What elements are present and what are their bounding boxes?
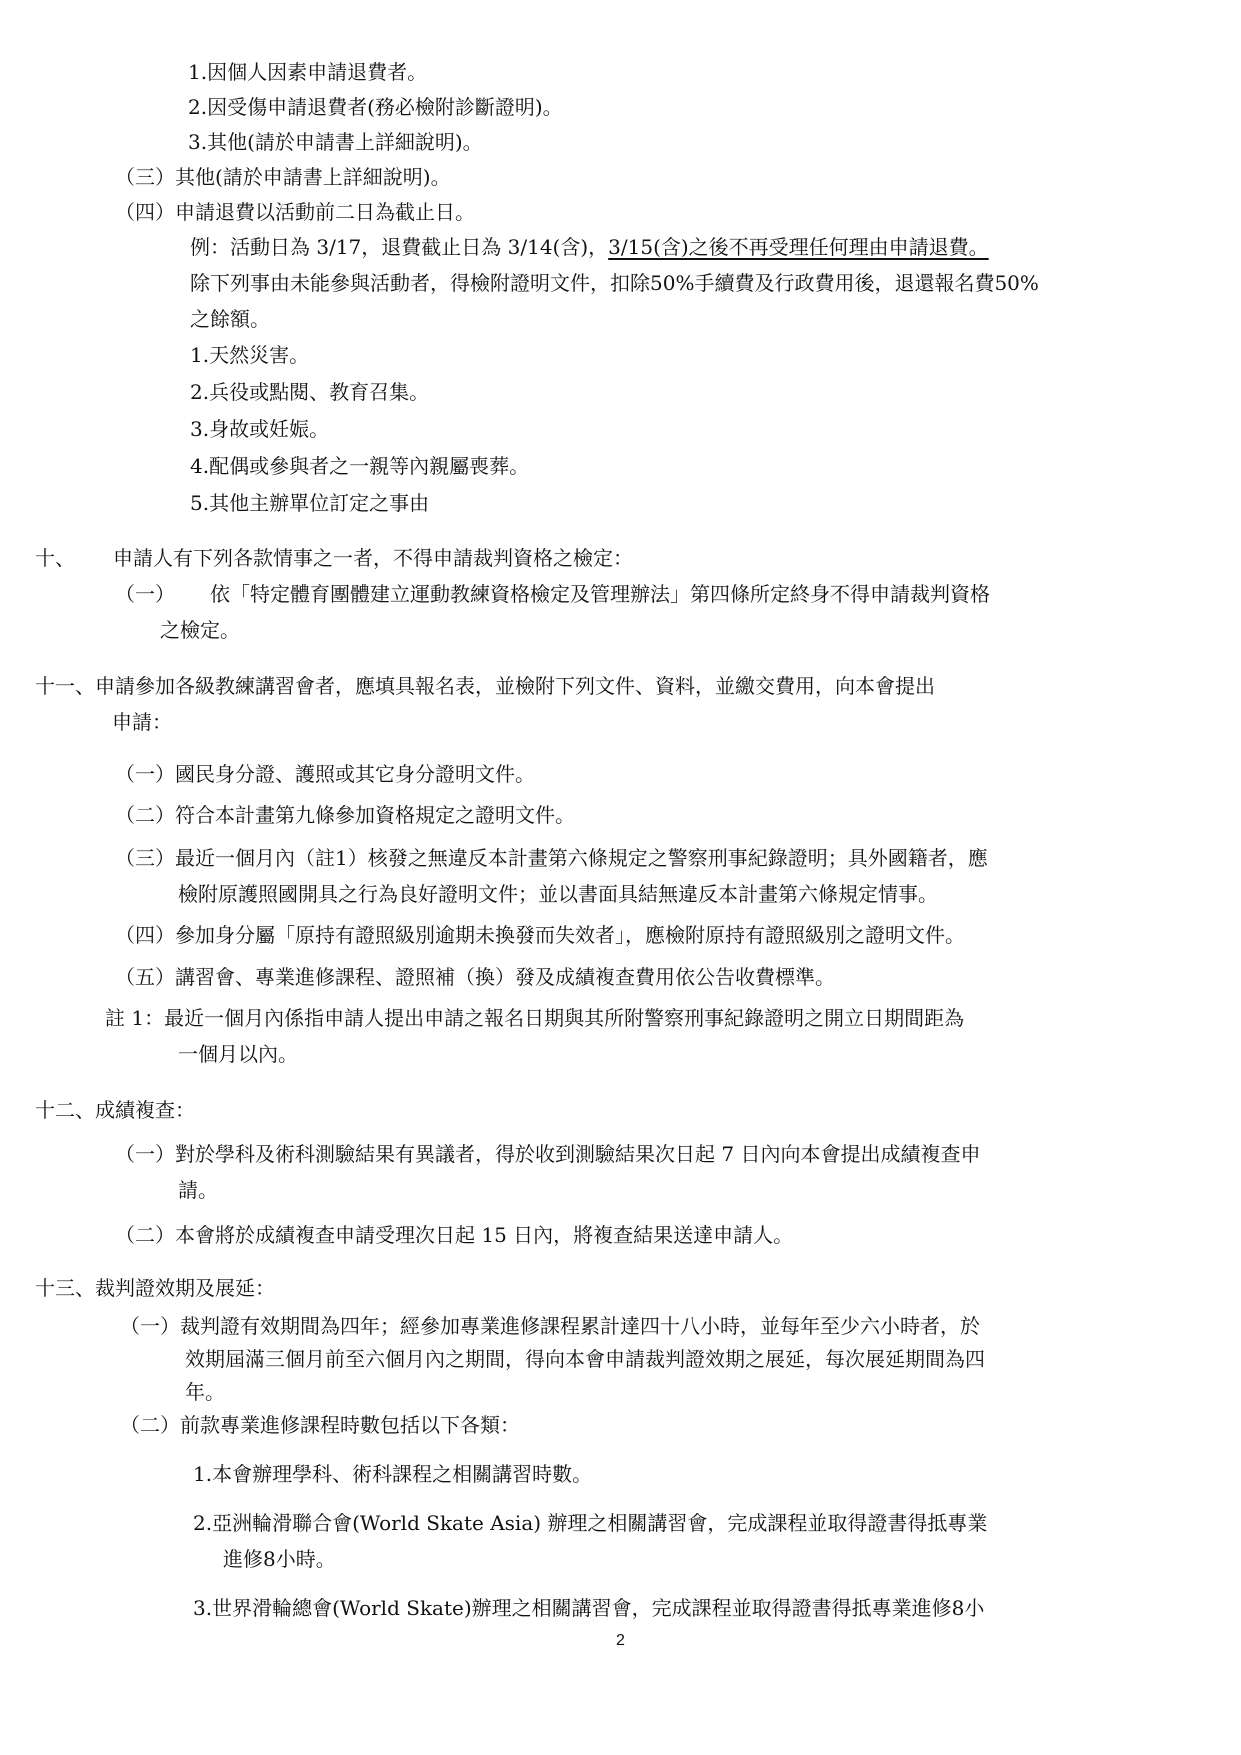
exception-paragraph-cont: 之餘額。 xyxy=(190,307,270,331)
section-13-heading: 十三、裁判證效期及展延： xyxy=(35,1276,275,1300)
section-11-item-5: （五）講習會、專業進修課程、證照補（換）發及成績複查費用依公告收費標準。 xyxy=(115,965,835,989)
course-type-1: 1.本會辦理學科、術科課程之相關講習時數。 xyxy=(193,1462,593,1486)
refund-reason-2: 2.因受傷申請退費者(務必檢附診斷證明)。 xyxy=(188,95,563,119)
deadline-example xyxy=(190,234,989,260)
section-10-heading: 申請人有下列各款情事之一者，不得申請裁判資格之檢定： xyxy=(113,546,633,570)
section-12-item-2: （二）本會將於成績複查申請受理次日起 15 日內，將複查結果送達申請人。 xyxy=(115,1223,794,1247)
item-3-other: （三）其他(請於申請書上詳細說明)。 xyxy=(115,165,451,189)
exception-3: 3.身故或妊娠。 xyxy=(190,417,330,441)
section-13-item-1-cont2: 年。 xyxy=(185,1380,225,1404)
section-13-item-1: （一）裁判證有效期間為四年；經參加專業進修課程累計達四十八小時，並每年至少六小時者，於 xyxy=(120,1314,980,1338)
refund-reason-1: 1.因個人因素申請退費者。 xyxy=(188,60,428,84)
section-11-item-3-cont: 檢附原護照國開具之行為良好證明文件；並以書面具結無違反本計畫第六條規定情事。 xyxy=(178,882,938,906)
course-type-2: 2.亞洲輪滑聯合會(World Skate Asia) 辦理之相關講習會，完成課程並取得證書得抵專業 xyxy=(193,1511,988,1535)
section-11-item-4: （四）參加身分屬「原持有證照級別逾期未換發而失效者」，應檢附原持有證照級別之證明文件。 xyxy=(115,923,965,947)
exception-5: 5.其他主辦單位訂定之事由 xyxy=(190,491,430,515)
exception-4: 4.配偶或參與者之一親等內親屬喪葬。 xyxy=(190,454,530,478)
section-12-heading: 十二、成績複查： xyxy=(35,1098,195,1122)
section-10-number: 十、 xyxy=(35,546,75,570)
refund-reason-3: 3.其他(請於申請書上詳細說明)。 xyxy=(188,130,483,154)
section-12-item-1: （一）對於學科及術科測驗結果有異議者，得於收到測驗結果次日起 7 日內向本會提出成績複查申 xyxy=(115,1142,981,1166)
section-10-item-1-label: （一） xyxy=(115,582,175,606)
example-text: 例：活動日為 3/17，退費截止日為 3/14(含)， xyxy=(190,235,609,259)
section-11-heading-cont: 申請： xyxy=(112,710,172,734)
exception-paragraph: 除下列事由未能參與活動者，得檢附證明文件，扣除50%手續費及行政費用後，退還報名費50% xyxy=(190,271,1039,295)
section-11-item-3: （三）最近一個月內（註1）核發之無違反本計畫第六條規定之警察刑事紀錄證明；具外國籍者，應 xyxy=(115,846,988,870)
note-1-cont: 一個月以內。 xyxy=(178,1042,298,1066)
section-13-item-1-cont: 效期屆滿三個月前至六個月內之期間，得向本會申請裁判證效期之展延，每次展延期間為四 xyxy=(185,1347,985,1371)
item-4-deadline: （四）申請退費以活動前二日為截止日。 xyxy=(115,200,475,224)
section-13-item-2: （二）前款專業進修課程時數包括以下各類： xyxy=(120,1413,520,1437)
example-underlined: 3/15(含)之後不再受理任何理由申請退費。 xyxy=(608,235,989,259)
note-1: 註 1：最近一個月內係指申請人提出申請之報名日期與其所附警察刑事紀錄證明之開立日期間距為 xyxy=(105,1006,965,1030)
section-10-item-1-cont: 之檢定。 xyxy=(160,618,240,642)
course-type-2-cont: 進修8小時。 xyxy=(223,1547,336,1571)
section-11-heading: 十一、申請參加各級教練講習會者，應填具報名表，並檢附下列文件、資料，並繳交費用，向本會提出 xyxy=(35,674,935,698)
section-11-item-1: （一）國民身分證、護照或其它身分證明文件。 xyxy=(115,762,535,786)
exception-1: 1.天然災害。 xyxy=(190,343,310,367)
exception-2: 2.兵役或點閱、教育召集。 xyxy=(190,380,430,404)
section-11-item-2: （二）符合本計畫第九條參加資格規定之證明文件。 xyxy=(115,803,575,827)
section-10-item-1: 依「特定體育團體建立運動教練資格檢定及管理辦法」第四條所定終身不得申請裁判資格 xyxy=(210,582,990,606)
section-12-item-1-cont: 請。 xyxy=(178,1178,218,1202)
course-type-3: 3.世界滑輪總會(World Skate)辦理之相關講習會，完成課程並取得證書得抵專業進修8小 xyxy=(193,1596,985,1620)
page-number: 2 xyxy=(616,1632,625,1649)
